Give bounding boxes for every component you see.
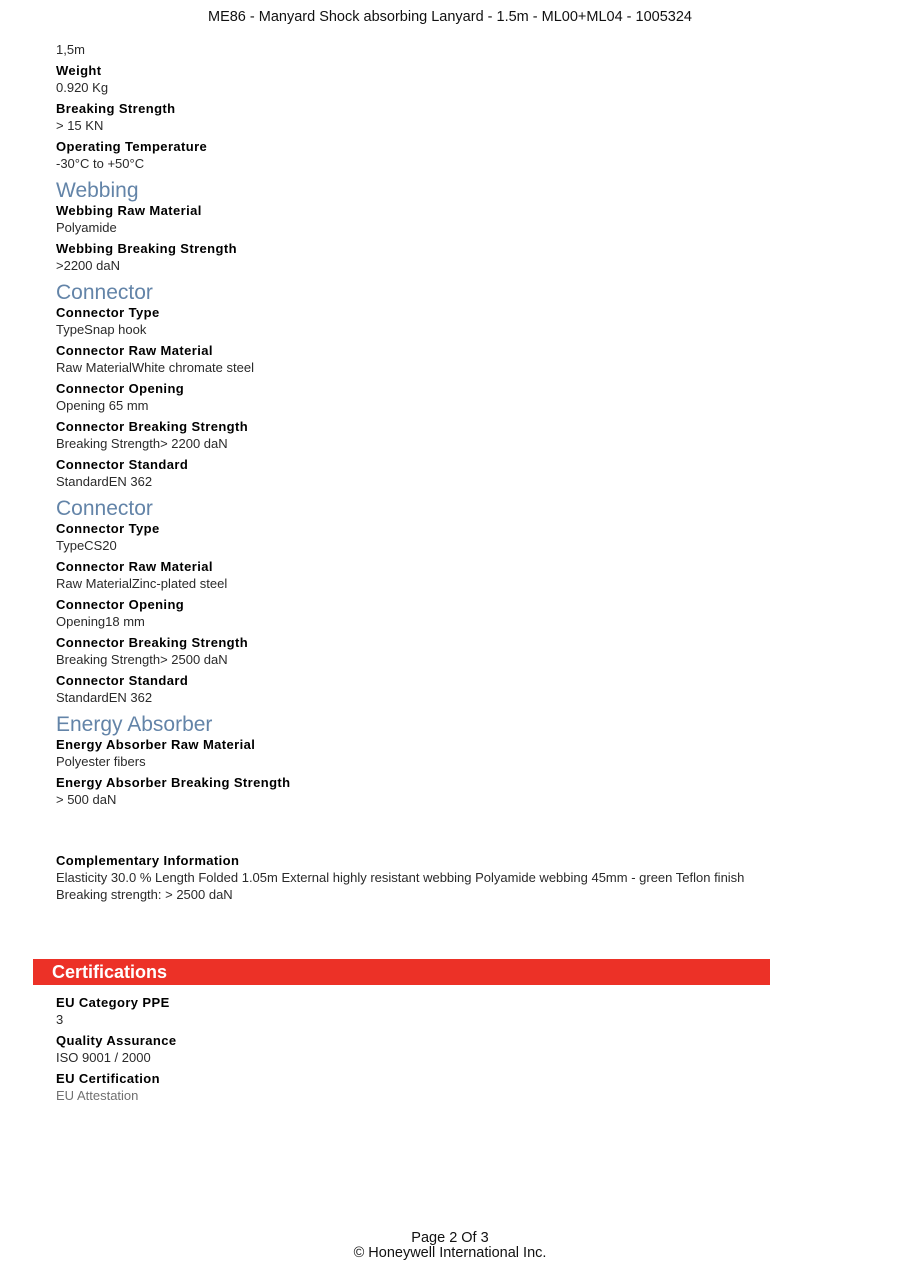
eu-category-ppe-field: [56, 995, 656, 1028]
breaking-strength-field: [56, 101, 776, 134]
field-value: Raw MaterialWhite chromate steel: [56, 360, 254, 375]
complementary-information: [56, 853, 816, 903]
energy-absorber-raw-material-field: [56, 737, 776, 770]
complementary-line-2: Breaking strength: > 2500 daN: [56, 887, 233, 902]
field-value: Opening 65 mm: [56, 398, 149, 413]
field-value: StandardEN 362: [56, 690, 153, 705]
connector-opening-field: [56, 597, 776, 630]
connector-breaking-strength-field: [56, 419, 776, 452]
field-value: > 15 KN: [56, 118, 104, 133]
field-value: TypeCS20: [56, 538, 117, 553]
field-value: >2200 daN: [56, 258, 120, 273]
field-label: Connector Raw Material: [56, 559, 213, 574]
field-value: > 500 daN: [56, 792, 117, 807]
connector-raw-material-field: [56, 559, 776, 592]
length-field: [56, 41, 776, 58]
field-value: ISO 9001 / 2000: [56, 1050, 151, 1065]
certifications-banner: Certifications: [33, 959, 770, 985]
connector-raw-material-field: [56, 343, 776, 376]
document-header: ME86 - Manyard Shock absorbing Lanyard - 1.5m - ML00+ML04 - 1005324: [207, 9, 692, 25]
weight-field: [56, 63, 776, 96]
field-value: Opening18 mm: [56, 614, 145, 629]
spec-content: [56, 41, 776, 813]
connector-type-field: [56, 521, 776, 554]
page-number: Page 2 Of 3: [411, 1230, 489, 1246]
section-title-energy-absorber: Energy Absorber: [56, 713, 213, 736]
field-label: Operating Temperature: [56, 139, 208, 154]
copyright-notice: © Honeywell International Inc.: [353, 1245, 547, 1261]
field-label: Connector Breaking Strength: [56, 635, 249, 650]
field-label: Webbing Breaking Strength: [56, 241, 237, 256]
field-value: 3: [56, 1012, 64, 1027]
field-value: Raw MaterialZinc-plated steel: [56, 576, 228, 591]
complementary-label: Complementary Information: [56, 853, 240, 868]
field-value: Polyester fibers: [56, 754, 146, 769]
field-label: Connector Standard: [56, 673, 189, 688]
field-label: Connector Breaking Strength: [56, 419, 249, 434]
field-label: Connector Standard: [56, 457, 189, 472]
field-label: Connector Opening: [56, 381, 185, 396]
operating-temperature-field: [56, 139, 776, 172]
field-value: TypeSnap hook: [56, 322, 147, 337]
webbing-breaking-strength-field: [56, 241, 776, 274]
connector-opening-field: [56, 381, 776, 414]
page-footer: [0, 1231, 900, 1261]
field-label: Weight: [56, 63, 102, 78]
field-value: Breaking Strength> 2500 daN: [56, 652, 228, 667]
field-label: Connector Type: [56, 305, 160, 320]
section-title-connector-2: Connector: [56, 497, 153, 520]
field-value: 0.920 Kg: [56, 80, 109, 95]
field-value: StandardEN 362: [56, 474, 153, 489]
field-label: Energy Absorber Breaking Strength: [56, 775, 291, 790]
eu-attestation-link[interactable]: EU Attestation: [56, 1088, 139, 1103]
certifications-list: [56, 995, 656, 1109]
complementary-line-1: Elasticity 30.0 % Length Folded 1.05m External highly resistant webbing Polyamide webbing 45mm - green Teflon finish: [56, 870, 745, 885]
field-label: Webbing Raw Material: [56, 203, 202, 218]
connector-type-field: [56, 305, 776, 338]
field-label: Breaking Strength: [56, 101, 176, 116]
section-title-webbing: Webbing: [56, 179, 139, 202]
field-label: EU Certification: [56, 1071, 160, 1086]
field-label: Connector Opening: [56, 597, 185, 612]
length-value: 1,5m: [56, 42, 85, 57]
connector-standard-field: [56, 673, 776, 706]
field-label: EU Category PPE: [56, 995, 170, 1010]
connector-standard-field: [56, 457, 776, 490]
field-label: Quality Assurance: [56, 1033, 177, 1048]
field-value: Polyamide: [56, 220, 117, 235]
eu-certification-field: [56, 1071, 656, 1104]
field-value: Breaking Strength> 2200 daN: [56, 436, 228, 451]
field-label: Connector Type: [56, 521, 160, 536]
field-value: -30°C to +50°C: [56, 156, 145, 171]
connector-breaking-strength-field: [56, 635, 776, 668]
field-label: Connector Raw Material: [56, 343, 213, 358]
field-label: Energy Absorber Raw Material: [56, 737, 256, 752]
energy-absorber-breaking-strength-field: [56, 775, 776, 808]
webbing-raw-material-field: [56, 203, 776, 236]
quality-assurance-field: [56, 1033, 656, 1066]
section-title-connector-1: Connector: [56, 281, 153, 304]
